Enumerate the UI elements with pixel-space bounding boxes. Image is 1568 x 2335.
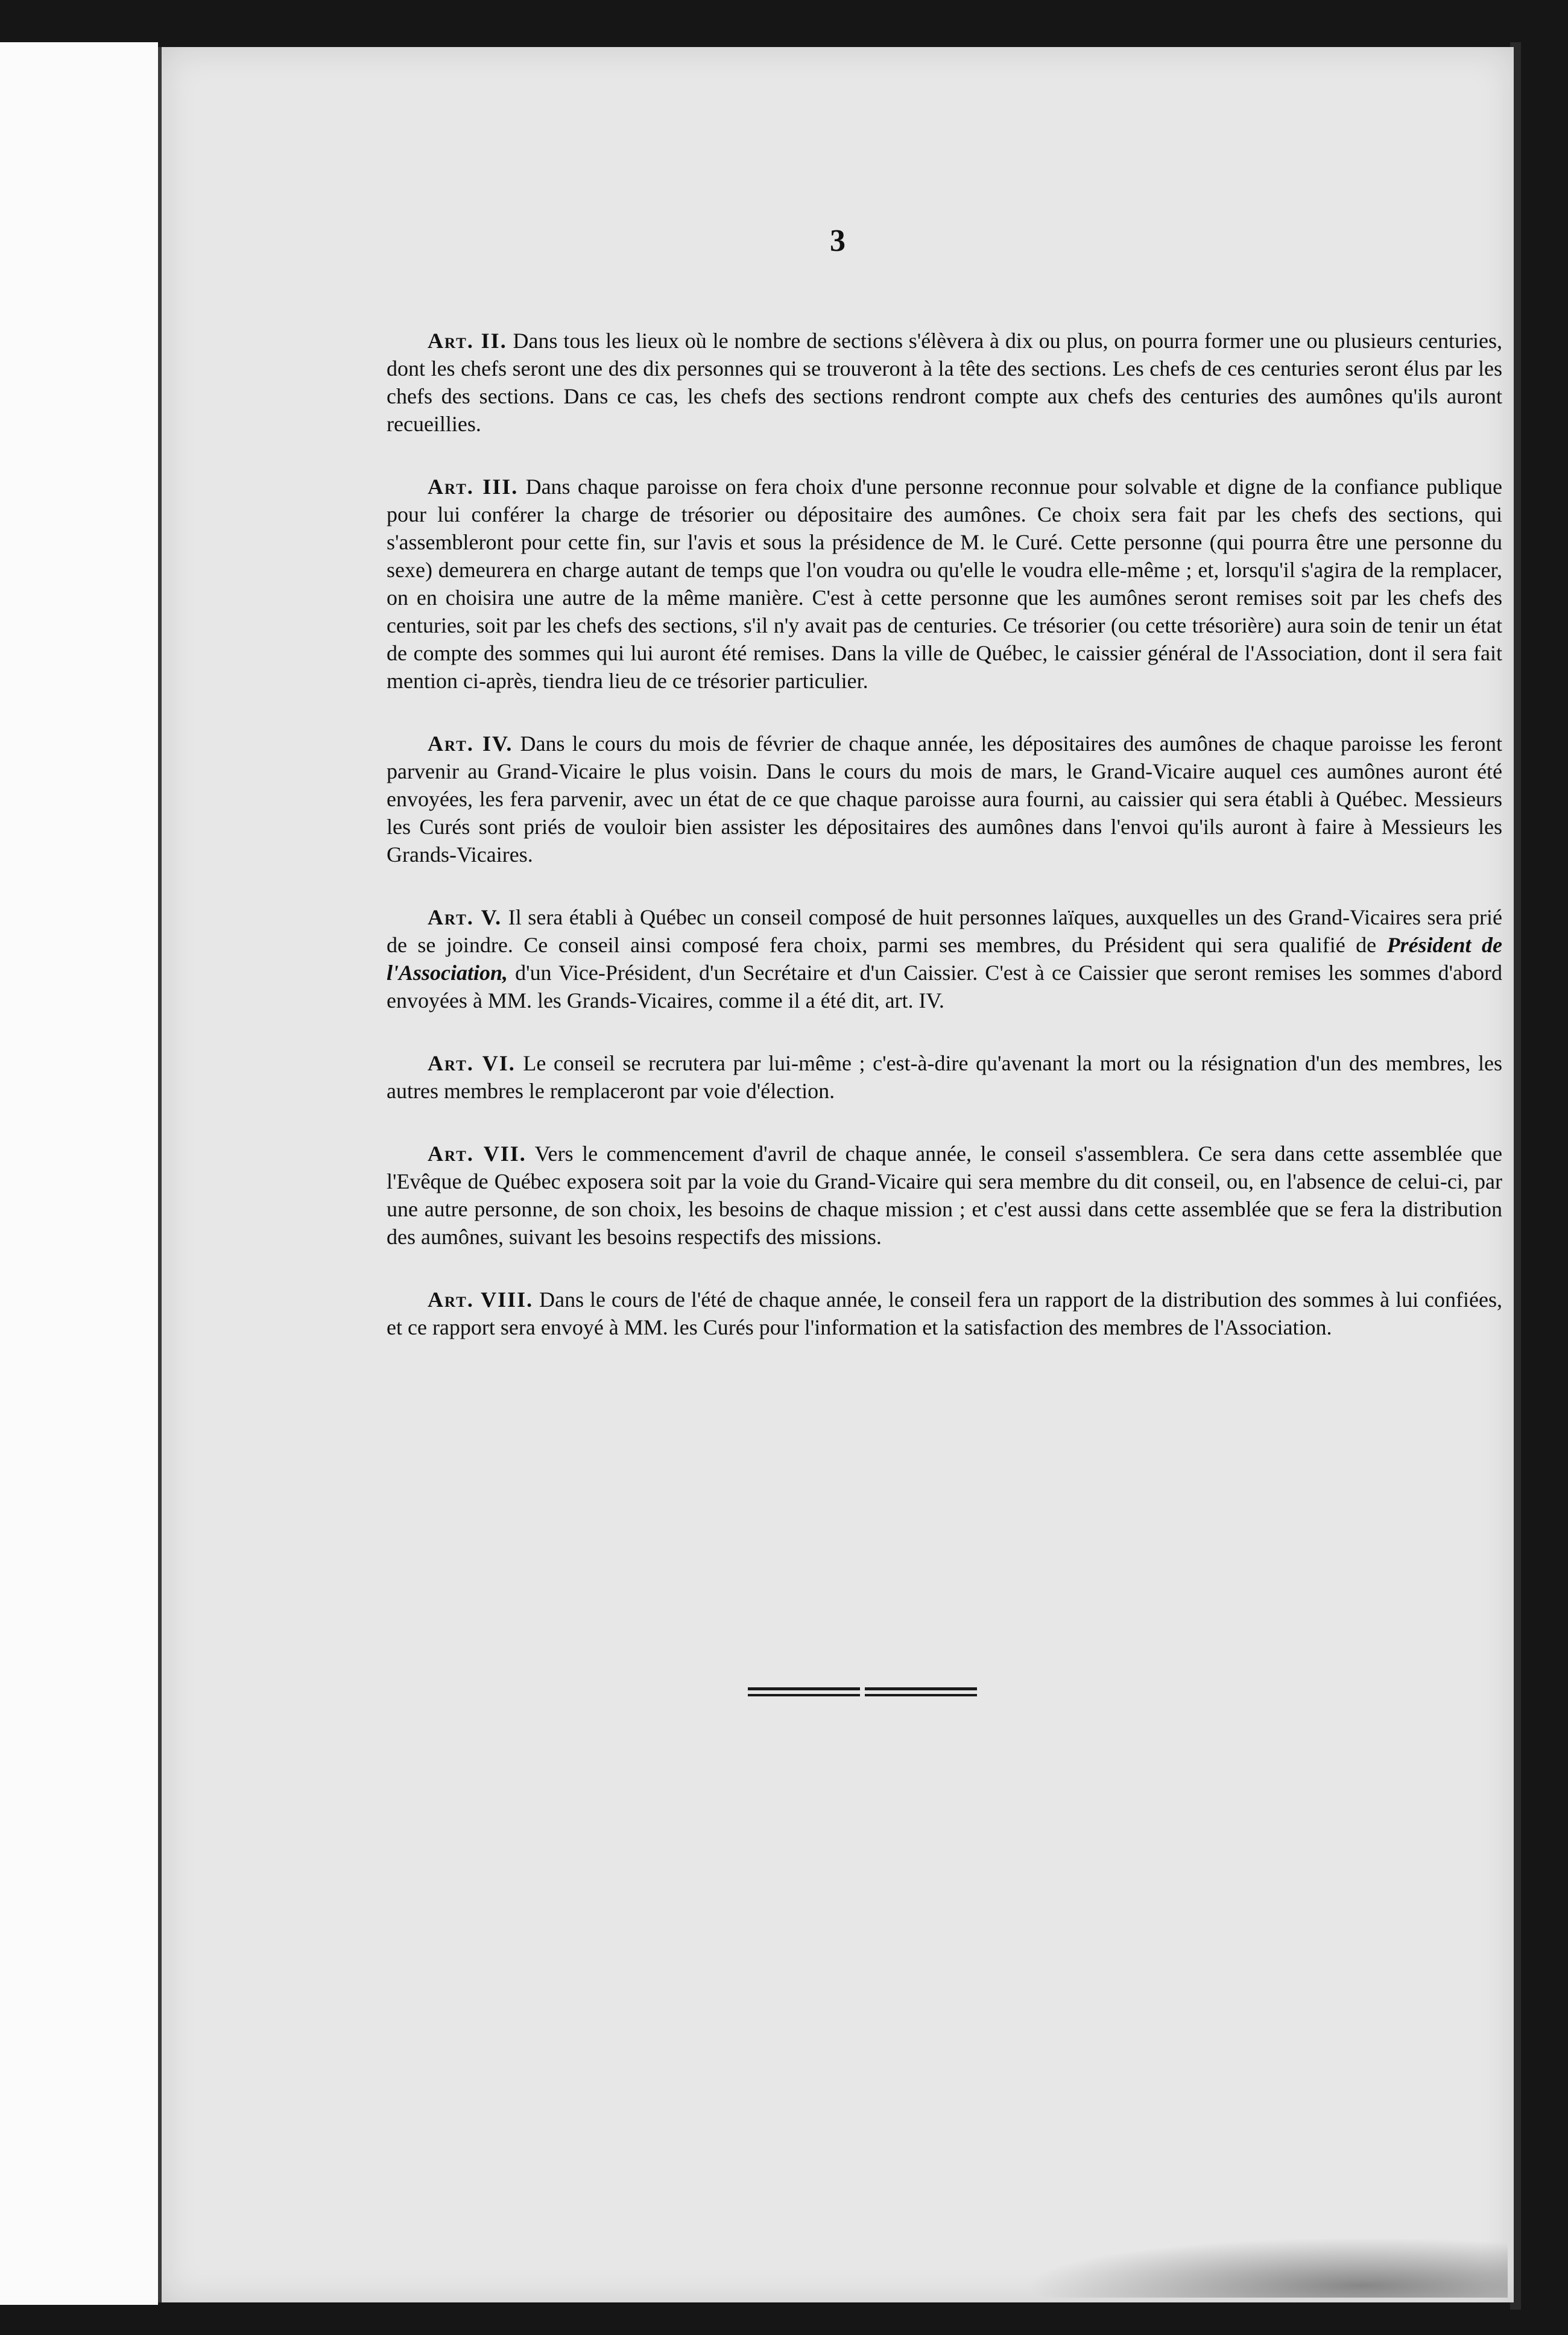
scan-smudge (1025, 2237, 1508, 2298)
article-text: Dans tous les lieux où le nombre de sections s'élèvera à dix ou plus, on pourra former une ou plusieurs centuries, dont les chefs seront une des dix personnes qui se trouveront à la tête des sections. Les chefs de ces centuries seront élus par les chefs des sections. Dans ce cas, les chefs des sections rendront compte aux chefs des centuries des aumônes qu'ils auront recueillies. (387, 329, 1503, 436)
article-8 (387, 1286, 1502, 1341)
article-text: Dans le cours du mois de février de chaque année, les dépositaires des aumônes de chaque paroisse les feront parvenir au Grand-Vicaire le plus voisin. Dans le cours du mois de mars, le Grand-Vicaire auquel ces aumônes auront été envoyées, les fera parvenir, avec un état de ce que chaque paroisse aura fourni, au caissier qui sera établi à Québec. Messieurs les Curés sont priés de vouloir bien assister les dépositaires des aumônes dans l'envoi qu'ils auront à faire à Messieurs les Grands-Vicaires. (387, 731, 1503, 867)
article-text: Le conseil se recrutera par lui-même ; c'est-à-dire qu'avenant la mort ou la résignation d'un des membres, les autres membres le remplaceront par voie d'élection. (387, 1051, 1502, 1103)
left-margin (0, 42, 158, 2305)
article-label: Art. II. (428, 329, 507, 353)
article-emphasis: Président de l'Association, (387, 933, 1502, 985)
article-4 (387, 730, 1502, 868)
document-body (387, 327, 1502, 1376)
article-7 (387, 1140, 1502, 1251)
article-label: Art. IV. (428, 731, 513, 756)
article-text-continued: d'un Vice-Président, d'un Secrétaire et d'un Caissier. C'est à ce Caissier que seront remises les sommes d'abord envoyées à MM. les Grands-Vicaires, comme il a été dit, art. IV. (387, 961, 1502, 1013)
article-label: Art. VII. (428, 1142, 526, 1166)
article-6 (387, 1049, 1502, 1105)
article-label: Art. VI. (428, 1051, 516, 1075)
article-text: Dans chaque paroisse on fera choix d'une personne reconnue pour solvable et digne de la confiance publique pour lui conférer la charge de trésorier ou dépositaire des aumônes. Ce choix sera fait par les chefs des sections, qui s'assembleront pour cette fin, sur l'avis et sous la présidence de M. le Curé. Cette personne (qui pourra être une personne du sexe) demeurera en charge autant de temps que l'on voudra ou qu'elle le voudra elle-même ; et, lorsqu'il s'agira de la remplacer, on en choisira une autre de la même manière. C'est à cette personne que les aumônes seront remises soit par les chefs des centuries, soit par les chefs des sections, s'il n'y avait pas de centuries. Ce trésorier (ou cette trésorière) aura soin de tenir un état de compte des sommes qui lui auront été remises. Dans la ville de Québec, le caissier général de l'Association, dont il sera fait mention ci-après, tiendra lieu de ce trésorier particulier. (387, 475, 1502, 693)
article-2 (387, 327, 1502, 438)
article-label: Art. V. (428, 905, 502, 929)
scanned-page (158, 47, 1514, 2302)
article-label: Art. VIII. (428, 1288, 534, 1312)
rule-gap (860, 1687, 865, 1697)
article-3 (387, 473, 1502, 695)
article-label: Art. III. (428, 475, 519, 499)
article-text: Dans le cours de l'été de chaque année, le conseil fera un rapport de la distribution des sommes à lui confiées, et ce rapport sera envoyé à MM. les Curés pour l'information et la satisfaction des membres de l'Association. (387, 1288, 1502, 1339)
article-5 (387, 903, 1502, 1014)
article-text: Il sera établi à Québec un conseil composé de huit personnes laïques, auxquelles un des Grand-Vicaires sera prié de se joindre. Ce conseil ainsi composé fera choix, parmi ses membres, du Président qui sera qualifié de (387, 905, 1503, 957)
page-number: 3 (830, 224, 846, 258)
closing-rule (748, 1687, 977, 1702)
article-text: Vers le commencement d'avril de chaque année, le conseil s'assemblera. Ce sera dans cette assemblée que l'Evêque de Québec exposera soit par la voie du Grand-Vicaire qui sera membre du dit conseil, ou, en l'absence de celui-ci, par une autre personne, de son choix, les besoins de chaque mission ; et c'est aussi dans cette assemblée que se fera la distribution des aumônes, suivant les besoins respectifs des missions. (387, 1142, 1502, 1249)
